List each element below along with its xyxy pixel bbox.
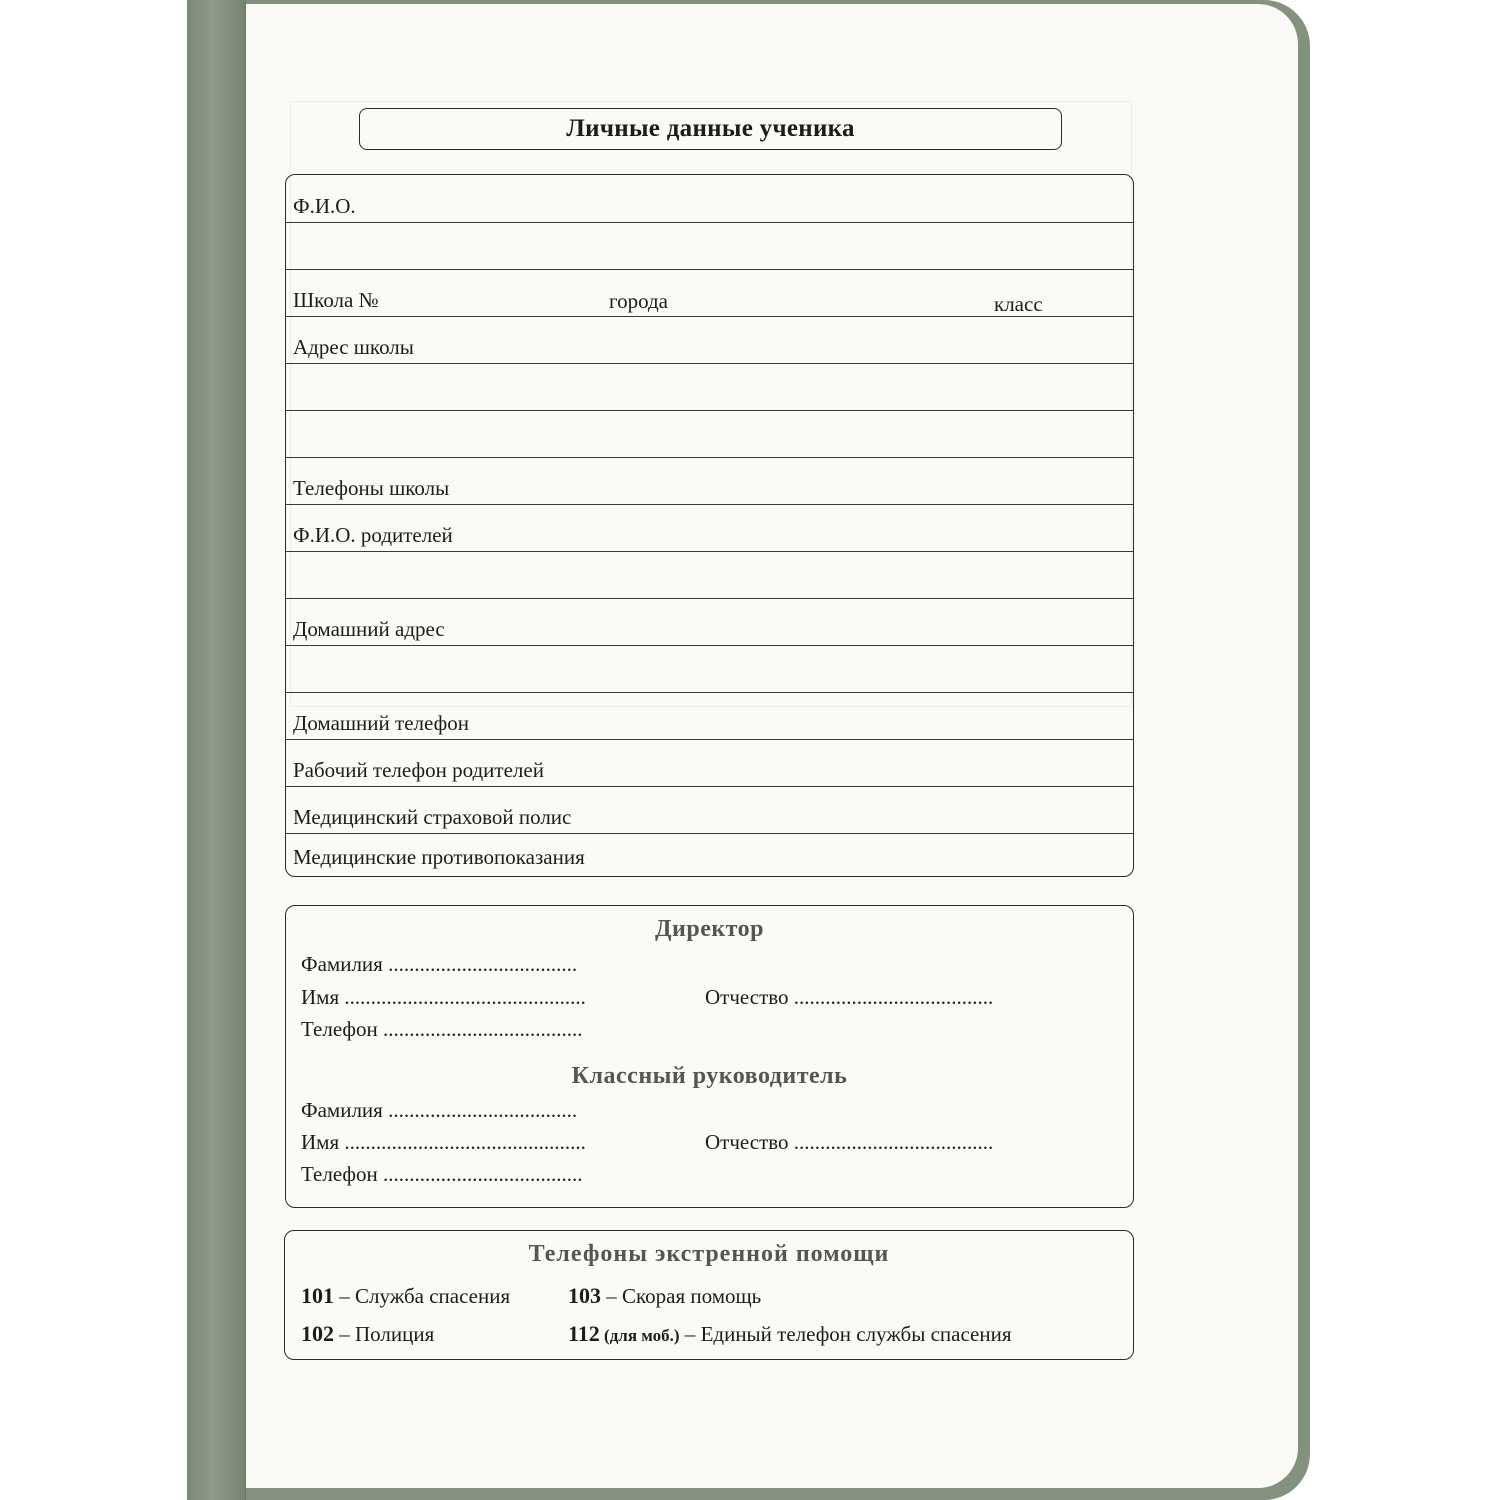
director-name[interactable]: Имя .............................................. [301, 985, 586, 1009]
label-city: города [609, 289, 668, 313]
director-surname[interactable]: Фамилия .................................... [301, 952, 578, 976]
emergency-101-number: 101 [301, 1283, 334, 1308]
notebook-spine [187, 0, 246, 1500]
emergency-112-number: 112 [568, 1321, 600, 1346]
teacher-phone[interactable]: Телефон ...................................... [301, 1162, 583, 1186]
label-school-phones: Телефоны школы [293, 476, 450, 500]
emergency-101 [301, 1283, 510, 1309]
notebook-page [246, 4, 1298, 1488]
row-fio-continued[interactable] [286, 222, 1133, 270]
emergency-102 [301, 1321, 434, 1347]
label-school-address: Адрес школы [293, 335, 414, 359]
label-contraindications: Медицинские противопоказания [293, 845, 585, 869]
row-home-address-continued[interactable] [286, 645, 1133, 693]
emergency-102-text: – Полиция [334, 1322, 435, 1346]
teacher-patronymic[interactable]: Отчество ...................................... [705, 1130, 994, 1154]
emergency-101-text: – Служба спасения [334, 1284, 511, 1308]
emergency-112-note: (для моб.) [599, 1326, 680, 1345]
label-insurance: Медицинский страховой полис [293, 805, 572, 829]
row-school-address[interactable] [286, 316, 1133, 364]
row-school-address-continued[interactable] [286, 363, 1133, 411]
director-phone[interactable]: Телефон ...................................... [301, 1017, 583, 1041]
row-parents-fio-continued[interactable] [286, 551, 1133, 599]
row-insurance[interactable] [286, 786, 1133, 834]
student-data-form [285, 174, 1134, 877]
emergency-103-number: 103 [568, 1283, 601, 1308]
emergency-102-number: 102 [301, 1321, 334, 1346]
teacher-surname[interactable]: Фамилия .................................... [301, 1098, 578, 1122]
row-parents-work-phone[interactable] [286, 739, 1133, 787]
row-parents-fio[interactable] [286, 504, 1133, 552]
page-title: Личные данные ученика [566, 115, 855, 142]
label-school-no: Школа № [293, 288, 379, 312]
row-fio[interactable] [286, 175, 1133, 223]
emergency-title: Телефоны экстренной помощи [528, 1241, 890, 1267]
row-school[interactable] [286, 269, 1133, 317]
director-patronymic[interactable]: Отчество ...................................... [705, 985, 994, 1009]
label-home-phone: Домашний телефон [293, 711, 469, 735]
label-home-address: Домашний адрес [293, 617, 445, 641]
teacher-name[interactable]: Имя .............................................. [301, 1130, 586, 1154]
page-title-box [359, 108, 1062, 150]
emergency-112 [568, 1321, 1012, 1347]
emergency-103 [568, 1283, 761, 1309]
row-home-phone[interactable] [286, 692, 1133, 740]
label-class: класс [994, 292, 1043, 316]
director-title: Директор [655, 916, 764, 942]
label-fio: Ф.И.О. [293, 194, 356, 218]
row-school-phones[interactable] [286, 457, 1133, 505]
emergency-box [284, 1230, 1134, 1360]
emergency-112-text: – Единый телефон службы спасения [679, 1322, 1012, 1346]
teacher-title: Классный руководитель [571, 1063, 848, 1089]
emergency-103-text: – Скорая помощь [601, 1284, 762, 1308]
label-parents-fio: Ф.И.О. родителей [293, 523, 453, 547]
staff-info-box [285, 905, 1134, 1208]
row-school-address-continued-2[interactable] [286, 410, 1133, 458]
row-home-address[interactable] [286, 598, 1133, 646]
row-contraindications[interactable] [286, 833, 1133, 875]
label-parents-work-phone: Рабочий телефон родителей [293, 758, 544, 782]
